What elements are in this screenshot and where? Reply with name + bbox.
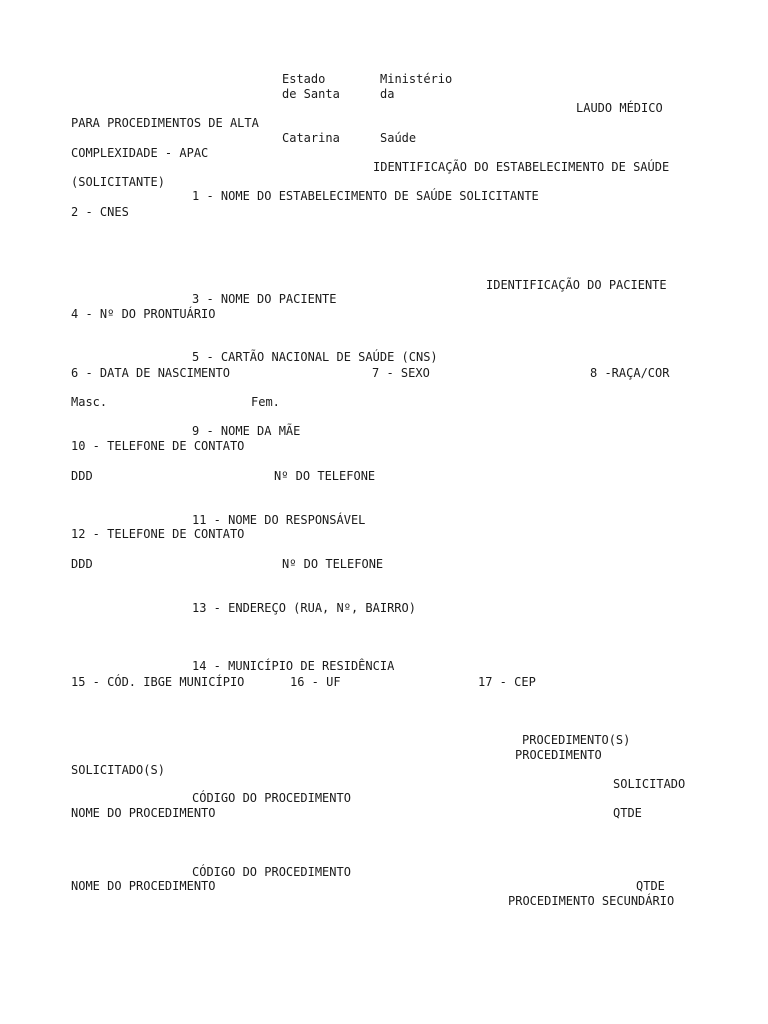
nome-procedimento-label-1: NOME DO PROCEDIMENTO [71, 806, 216, 820]
ddd-label-2: DDD [71, 557, 93, 571]
qtde-label-1: QTDE [613, 806, 642, 820]
solicitante-label: (SOLICITANTE) [71, 175, 165, 189]
ministerio-line-1: Ministério [380, 72, 453, 86]
laudo-title: LAUDO MÉDICO [576, 101, 663, 115]
procedimentos-title-1: PROCEDIMENTO(S) [522, 733, 631, 747]
estado-line-1: Estado [282, 72, 326, 86]
estabelecimento-section-title: IDENTIFICAÇÃO DO ESTABELECIMENTO DE SAÚDE [373, 160, 670, 174]
ddd-label-1: DDD [71, 469, 93, 483]
codigo-procedimento-label-2: CÓDIGO DO PROCEDIMENTO [192, 865, 351, 879]
field-10-label: 10 - TELEFONE DE CONTATO [71, 439, 245, 453]
field-13-label: 13 - ENDEREÇO (RUA, Nº, BAIRRO) [192, 601, 416, 615]
sexo-fem-option: Fem. [251, 395, 280, 409]
field-4-label: 4 - Nº DO PRONTUÁRIO [71, 307, 216, 321]
telefone-label-1: Nº DO TELEFONE [274, 469, 376, 483]
field-5-label: 5 - CARTÃO NACIONAL DE SAÚDE (CNS) [192, 350, 438, 364]
field-1-label: 1 - NOME DO ESTABELECIMENTO DE SAÚDE SOLICITANTE [192, 189, 539, 203]
procedimentos-title-2: PROCEDIMENTO [515, 748, 602, 762]
field-15-label: 15 - CÓD. IBGE MUNICÍPIO [71, 675, 245, 689]
field-7-label: 7 - SEXO [372, 366, 430, 380]
field-11-label: 11 - NOME DO RESPONSÁVEL [192, 513, 366, 527]
field-17-label: 17 - CEP [478, 675, 536, 689]
complexidade-text: COMPLEXIDADE - APAC [71, 146, 209, 160]
estado-line-2: de Santa [282, 87, 340, 101]
paciente-section-title: IDENTIFICAÇÃO DO PACIENTE [486, 278, 667, 292]
field-2-label: 2 - CNES [71, 205, 129, 219]
ministerio-line-3: Saúde [380, 131, 417, 145]
procedimento-secundario-label: PROCEDIMENTO SECUNDÁRIO [508, 894, 675, 908]
field-14-label: 14 - MUNICÍPIO DE RESIDÊNCIA [192, 659, 395, 673]
codigo-procedimento-label-1: CÓDIGO DO PROCEDIMENTO [192, 791, 351, 805]
qtde-label-2: QTDE [636, 879, 665, 893]
field-16-label: 16 - UF [290, 675, 341, 689]
estado-line-3: Catarina [282, 131, 340, 145]
field-9-label: 9 - NOME DA MÃE [192, 424, 301, 438]
field-3-label: 3 - NOME DO PACIENTE [192, 292, 337, 306]
nome-procedimento-label-2: NOME DO PROCEDIMENTO [71, 879, 216, 893]
field-8-label: 8 -RAÇA/COR [590, 366, 670, 380]
sexo-masc-option: Masc. [71, 395, 108, 409]
solicitado-label: SOLICITADO [613, 777, 686, 791]
solicitados-label: SOLICITADO(S) [71, 763, 165, 777]
field-6-label: 6 - DATA DE NASCIMENTO [71, 366, 230, 380]
telefone-label-2: Nº DO TELEFONE [282, 557, 384, 571]
field-12-label: 12 - TELEFONE DE CONTATO [71, 527, 245, 541]
ministerio-line-2: da [380, 87, 395, 101]
para-procedimentos-text: PARA PROCEDIMENTOS DE ALTA [71, 116, 259, 130]
